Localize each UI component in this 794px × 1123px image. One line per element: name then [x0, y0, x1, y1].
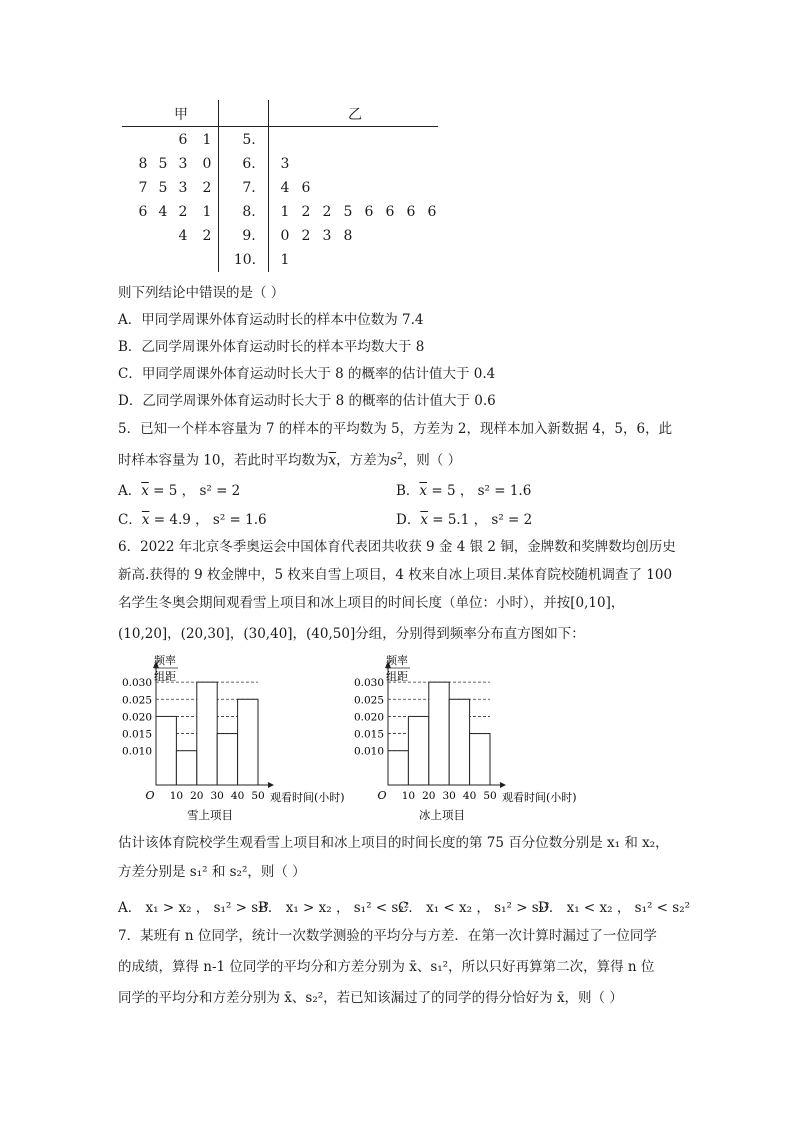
stem-leaf-row: [122, 156, 442, 180]
q5-line2: 时样本容量为 10，若此时平均数为$\overline{x}$，方差为$s^2$，则（ ）: [118, 452, 462, 469]
x-tick-label: 20: [190, 790, 204, 802]
right-leaf: 5: [343, 204, 353, 220]
histogram-bar: [238, 699, 258, 785]
q5-line2-part-b: ，方差为: [336, 452, 391, 469]
q6-line3: 名学生冬奥会期间观看雪上项目和冰上项目的时间长度（单位：小时），并按[0,10]，: [118, 595, 625, 611]
left-leaf: 4: [178, 228, 188, 244]
x-tick-label: 20: [422, 790, 436, 802]
q5-option-a: A．$\overline{x} = 5$ ， s² = 2: [118, 483, 241, 499]
stem-leaf-row: [122, 228, 442, 252]
histogram-bar: [176, 751, 196, 785]
right-leaf: 3: [322, 228, 332, 244]
header-divider: [122, 126, 438, 127]
x-tick-label: 30: [210, 790, 224, 802]
q5-s: s: [390, 452, 398, 469]
y-tick-label: 0.025: [353, 694, 384, 707]
right-header: 乙: [348, 107, 362, 123]
stem-leaf-row: [122, 132, 442, 156]
stem-value: 5.: [242, 132, 256, 148]
y-tick-label: 0.020: [121, 711, 152, 724]
q6-line2: 新高.获得的 9 枚金牌中，5 枚来自雪上项目，4 枚来自冰上项目.某体育院校随机调查了 100: [118, 567, 673, 583]
right-leaf: 6: [406, 204, 416, 220]
chart-title: 冰上项目: [419, 808, 465, 822]
left-leaf: 7: [138, 180, 148, 196]
chart-title: 雪上项目: [187, 808, 233, 822]
y-tick-label: 0.010: [121, 745, 152, 758]
histogram-bar: [156, 716, 176, 785]
y-label-bottom: 组距: [154, 670, 176, 683]
q5-line2-part-a: 时样本容量为 10，若此时平均数为: [118, 452, 329, 469]
right-leaf: 1: [280, 204, 290, 220]
right-leaf: 6: [364, 204, 374, 220]
stem-value: 7.: [242, 180, 256, 196]
left-leaf: 3: [178, 156, 188, 172]
left-leaf: 4: [158, 204, 168, 220]
histogram-ice-svg: [350, 650, 590, 825]
histogram-snow-svg: [118, 650, 358, 825]
q4-option-c: C．甲同学周课外体育运动时长大于 8 的概率的估计值大于 0.4: [118, 366, 496, 382]
left-leaf: 2: [178, 204, 188, 220]
histogram-bar: [388, 751, 408, 785]
histogram-bar: [217, 734, 237, 785]
q6-option-d: D． x₁ < x₂ ， s₁² < s₂²: [538, 900, 691, 916]
y-label-top: 频率: [386, 654, 408, 667]
q5-option-b: B．$\overline{x} = 5$ ， s² = 1.6: [396, 483, 532, 499]
right-leaf: 8: [343, 228, 353, 244]
y-tick-label: 0.015: [121, 728, 152, 741]
left-leaf: 2: [202, 228, 212, 244]
x-tick-label: 10: [401, 790, 416, 802]
origin-label: O: [377, 789, 387, 802]
q6-option-b: B． x₁ > x₂ ， s₁² < s₂²: [258, 900, 410, 916]
stem-leaf-row: [122, 252, 442, 276]
right-leaf: 2: [301, 204, 311, 220]
q6-after2: 方差分别是 s₁² 和 s₂²，则（ ）: [118, 864, 306, 880]
left-leaf: 1: [202, 204, 212, 220]
q5-option-c: C．$\overline{x} = 4.9$ ， s² = 1.6: [118, 512, 267, 528]
stem-value: 6.: [242, 156, 256, 172]
q5-line1: 5．已知一个样本容量为 7 的样本的平均数为 5，方差为 2，现样本加入新数据 4，5，6，此: [118, 421, 673, 437]
q5-line2-part-c: ，则（ ）: [402, 452, 462, 469]
q5-option-d: D．$\overline{x} = 5.1$ ， s² = 2: [396, 512, 533, 528]
x-tick-label: 50: [483, 790, 497, 802]
stem-value: 10.: [233, 252, 257, 268]
left-leaf: 3: [178, 180, 188, 196]
histogram-bar: [197, 682, 217, 785]
q6-option-a: A． x₁ > x₂ ， s₁² > s₂²: [118, 900, 269, 916]
q4-stem: 则下列结论中错误的是（ ）: [118, 285, 285, 301]
stem-value: 8.: [242, 204, 256, 220]
q7-line3: 同学的平均分和方差分别为 x̄、s₂²，若已知该漏过了的同学的得分恰好为 x̄，则（ ）: [118, 990, 623, 1006]
right-leaf: 6: [427, 204, 437, 220]
right-leaf: 4: [280, 180, 290, 196]
q4-option-d: D．乙同学周课外体育运动时长大于 8 的概率的估计值大于 0.6: [118, 393, 496, 409]
right-leaf: 0: [280, 228, 290, 244]
x-axis-arrow: [268, 782, 274, 788]
histogram-bar: [408, 716, 428, 785]
left-leaf: 1: [202, 132, 212, 148]
x-tick-label: 40: [230, 790, 245, 802]
stem-leaf-plot: [122, 100, 442, 276]
q4-option-b: B．乙同学周课外体育运动时长的样本平均数大于 8: [118, 339, 425, 355]
left-leaf: 6: [178, 132, 188, 148]
left-leaf: 5: [158, 180, 168, 196]
q6-line1: 6．2022 年北京冬季奥运会中国体育代表团共收获 9 金 4 银 2 铜，金牌数和奖牌数均创历史: [118, 539, 676, 555]
left-leaf: 5: [158, 156, 168, 172]
y-tick-label: 0.015: [353, 728, 384, 741]
left-header: 甲: [174, 107, 188, 123]
right-leaf: 2: [301, 228, 311, 244]
x-tick-label: 50: [251, 790, 265, 802]
y-label-bottom: 组距: [386, 670, 408, 683]
left-leaf: 6: [138, 204, 148, 220]
stem-leaf-row: [122, 180, 442, 204]
histogram-bar: [470, 734, 490, 785]
q7-line2: 的成绩，算得 n-1 位同学的平均分和方差分别为 x̄、s₁²，所以只好再算第二次，算得 n 位: [118, 959, 655, 975]
right-leaf: 1: [280, 252, 290, 268]
histogram-bar: [449, 699, 469, 785]
q5-xbar: $\overline{x}$: [328, 452, 337, 469]
y-tick-label: 0.010: [353, 745, 384, 758]
q6-line4: (10,20]，(20,30]，(30,40]，(40,50]分组，分别得到频率分布直方图如下：: [118, 626, 585, 642]
right-leaf: 6: [301, 180, 311, 196]
x-tick-label: 10: [169, 790, 184, 802]
left-leaf: 0: [202, 156, 212, 172]
q6-after1: 估计该体育院校学生观看雪上项目和冰上项目的时间长度的第 75 百分位数分别是 x₁ 和 x₂，: [118, 835, 669, 851]
y-tick-label: 0.020: [353, 711, 384, 724]
y-label-top: 频率: [154, 654, 176, 667]
stem-leaf-row: [122, 204, 442, 228]
stem-value: 9.: [242, 228, 256, 244]
x-tick-label: 30: [442, 790, 456, 802]
left-leaf: 8: [138, 156, 148, 172]
y-tick-label: 0.030: [353, 677, 384, 690]
x-tick-label: 40: [462, 790, 477, 802]
histogram-bar: [429, 682, 449, 785]
histogram-snow: [118, 650, 358, 825]
y-tick-label: 0.030: [121, 677, 152, 690]
y-tick-label: 0.025: [121, 694, 152, 707]
q4-option-a: A．甲同学周课外体育运动时长的样本中位数为 7.4: [118, 312, 424, 328]
q6-option-c: C． x₁ < x₂ ， s₁² > s₂²: [398, 900, 550, 916]
right-leaf: 3: [280, 156, 290, 172]
histogram-ice: [350, 650, 590, 825]
right-leaf: 6: [385, 204, 395, 220]
x-axis-label: 观看时间(小时): [502, 791, 577, 804]
left-leaf: 2: [202, 180, 212, 196]
right-leaf: 2: [322, 204, 332, 220]
q7-line1: 7．某班有 n 位同学，统计一次数学测验的平均分与方差．在第一次计算时漏过了一位同学: [118, 928, 657, 944]
x-axis-arrow: [500, 782, 506, 788]
x-axis-label: 观看时间(小时): [270, 791, 345, 804]
origin-label: O: [145, 789, 155, 802]
